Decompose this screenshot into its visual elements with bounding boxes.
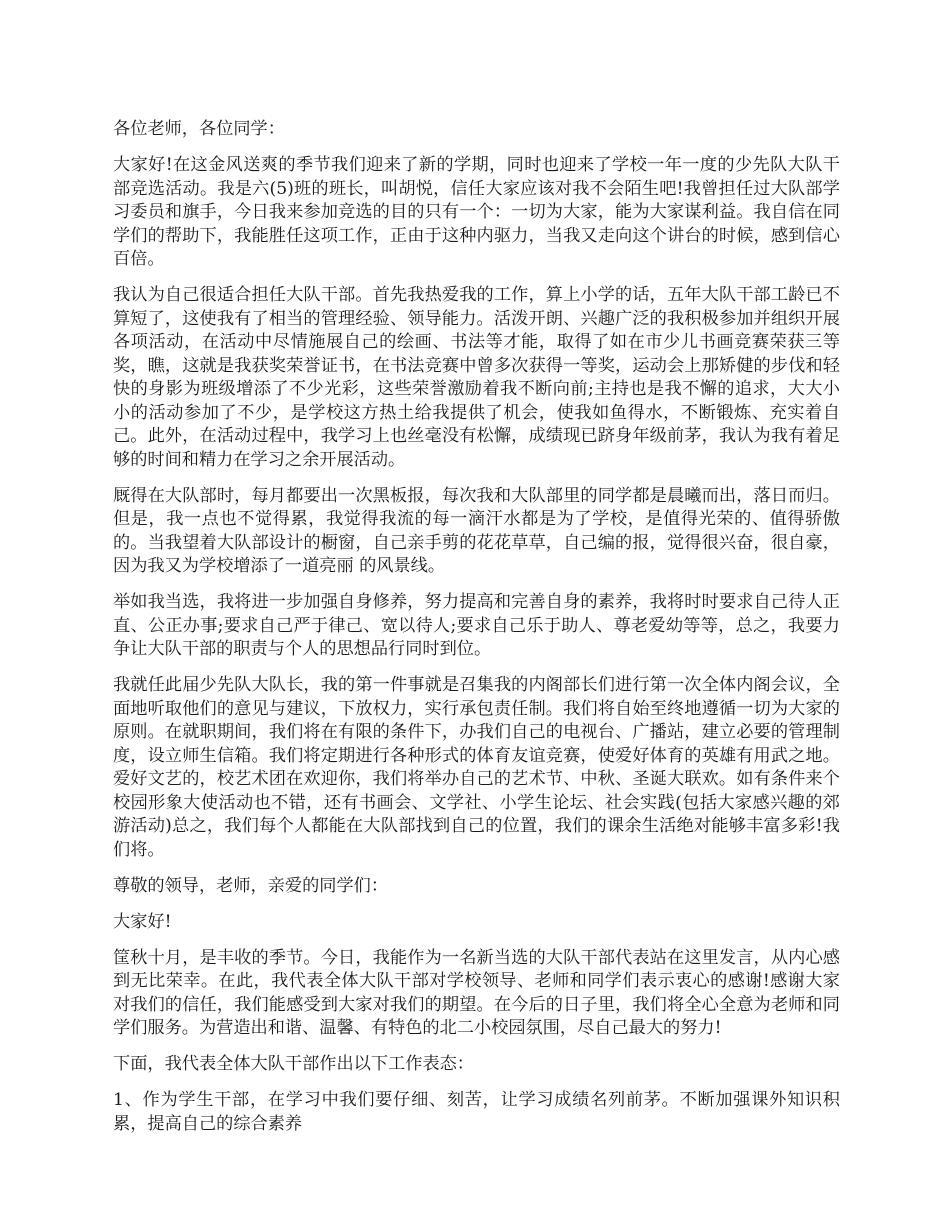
salutation: 各位老师，各位同学： <box>113 119 285 139</box>
paragraph: 我就任此届少先队大队长，我的第一件事就是召集我的内阁部长们进行第一次全体内阁会议，全面地听取他们的意见与建议，下放权力，实行承包责任制。我们将自始至终地遵循一切为大家的原则。在就职期间，我们将在有限的条件下，办我们自己的电视台、广播站，建立必要的管理制度，设立师生信箱。我们将定期进行各种形式的体育友谊竞赛，使爱好体育的英雄有用武之地。爱好文艺的，校艺术团在欢迎你，我们将举办自己的艺术节、中秋、圣诞大联欢。如有条件来个校园形象大使活动也不错，还有书画会、文学社、小学生论坛、社会实践(包括大家感兴趣的郊游活动)总之，我们每个人都能在大队部找到自己的位置，我们的课余生活绝对能够丰富多彩!我们将。 <box>113 675 840 860</box>
paragraph: 大家好!在这金风送爽的季节我们迎来了新的学期，同时也迎来了学校一年一度的少先队大队干部竞选活动。我是六(5)班的班长，叫胡悦，信任大家应该对我不会陌生吧!我曾担任过大队部学习委员和旗手，今日我来参加竞选的目的只有一个：一切为大家，能为大家谋利益。我自信在同学们的帮助下，我能胜任这项工作，正由于这种内驱力，当我又走向这个讲台的时候，感到信心百倍。 <box>113 155 840 269</box>
paragraph: 下面，我代表全体大队干部作出以下工作表态： <box>113 1054 474 1074</box>
document-body <box>113 118 840 1149</box>
paragraph: 厩得在大队部时，每月都要出一次黑板报，每次我和大队部里的同学都是晨曦而出，落日而归。但是，我一点也不觉得累，我觉得我流的每一滴汗水都是为了学校，是值得光荣的、值得骄傲的。当我望着大队部设计的橱窗，自己亲手剪的花花草草，自己编的报，觉得很兴奋，很自豪，因为我又为学校增添了一道亮丽 的风景线。 <box>113 485 840 576</box>
paragraph: 筐秋十月，是丰收的季节。今日，我能作为一名新当选的大队干部代表站在这里发言，从内心感到无比荣幸。在此，我代表全体大队干部对学校领导、老师和同学们表示衷心的感谢!感谢大家对我们的信任，我们能感受到大家对我们的期望。在今后的日子里，我们将全心全意为老师和同学们服务。为营造出和谐、温馨、有特色的北二小校园氛围，尽自己最大的努力! <box>113 947 840 1038</box>
paragraph: 我认为自己很适合担任大队干部。首先我热爱我的工作，算上小学的话，五年大队干部工龄已不算短了，这使我有了相当的管理经验、领导能力。活泼开朗、兴趣广泛的我积极参加并组织开展各项活动，在活动中尽情施展自己的绘画、书法等才能，取得了如在市少儿书画竞赛荣获三等奖，瞧，这就是我获奖荣誉证书，在书法竞赛中曾多次获得一等奖，运动会上那矫健的步伐和轻快的身影为班级增添了不少光彩，这些荣誉激励着我不断向前;主持也是我不懈的追求，大大小小的活动参加了不少，是学校这方热土给我提供了机会，使我如鱼得水，不断锻炼、充实着自己。此外，在活动过程中，我学习上也丝毫没有松懈，成绩现已跻身年级前茅，我认为我有着足够的时间和精力在学习之余开展活动。 <box>113 285 840 470</box>
salutation: 尊敬的领导，老师，亲爱的同学们： <box>113 875 389 896</box>
paragraph: 举如我当选，我将进一步加强自身修养，努力提高和完善自身的素养，我将时时要求自己待人正直、公正办事;要求自己严于律己、宽以待人;要求自己乐于助人、尊老爱幼等等，总之，我要力争让大队干部的职责与个人的思想品行同时到位。 <box>113 592 840 659</box>
greeting: 大家好! <box>113 911 172 932</box>
paragraph: 1、作为学生干部，在学习中我们要仔细、刻苦，让学习成绩名列前茅。不断加强课外知识积累，提高自己的综合素养 <box>113 1090 840 1134</box>
